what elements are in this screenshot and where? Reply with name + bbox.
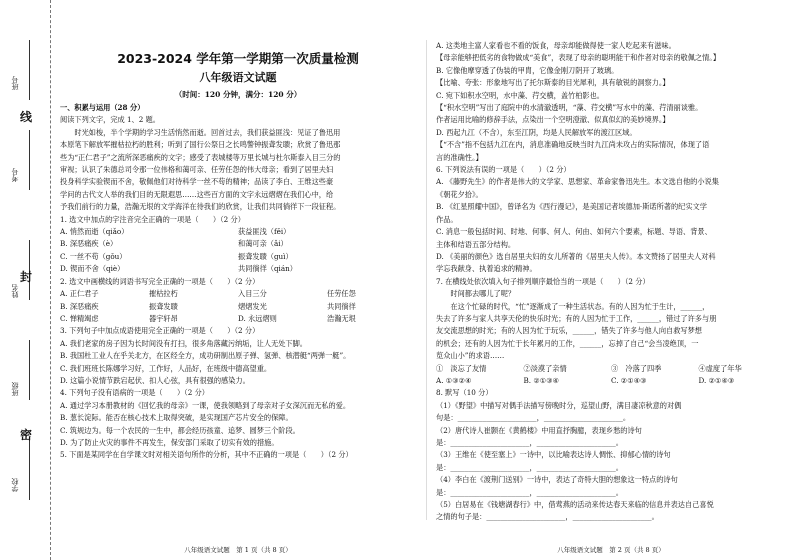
- option-row: [60, 288, 416, 300]
- column-divider: [426, 40, 427, 520]
- option: 获益匪浅（fěi）: [238, 227, 291, 237]
- option: ① 淡忘了友情: [436, 363, 487, 373]
- option: 和蔼可亲（ǎi）: [238, 239, 288, 249]
- name-underline: [29, 440, 30, 500]
- name-underline: [29, 40, 30, 100]
- option: 学忘我献身、执着追求的精神。: [436, 264, 537, 274]
- option: C. 筑规边为。每一个农民的一生中，都会经历孩童、追梦、圆梦三个阶段。: [60, 425, 300, 435]
- section-heading: 一、积累与运用（28 分）: [60, 103, 145, 112]
- question-1: 1. 选文中加点的字注音完全正确的一项是（ ）（2 分）: [60, 214, 245, 224]
- option-row: [60, 313, 416, 325]
- option: D. 这篇小说情节跌宕起伏、扣人心弦，具有很强的感染力。: [60, 375, 250, 385]
- option: C. 惮精竭虑: [60, 313, 99, 323]
- option: A. 正仁君子: [60, 289, 99, 299]
- analysis: 【比喻、夸张：形象地写出了托尔斯泰的目光犀利，具有敏锐的洞察力。】: [436, 78, 670, 88]
- option-row: [60, 301, 416, 313]
- fill-in-line: （3）王维在《使至塞上》一诗中，以比喻表达诗人惆怅、抑郁心情的诗句: [436, 450, 671, 460]
- option: 浩瀚无垠: [327, 313, 356, 323]
- fill-in-line[interactable]: 句是：______________________，______________________。: [436, 413, 631, 423]
- option: 器宇轩昂: [149, 313, 178, 323]
- fill-in-line: （1）《野望》中描写对偶手法描写傍晚时分，巡望山野，满目凄凉秋意的对偶: [436, 400, 682, 410]
- question-7-lead: 时间都去哪儿了呢？: [450, 289, 516, 299]
- exam-number-label: 考号: [11, 168, 19, 182]
- option: B. 深恶痛疾: [60, 301, 99, 311]
- name-underline: [29, 340, 30, 400]
- option: ④虚度了年华: [698, 363, 742, 373]
- option: 振聋发聩: [149, 301, 178, 311]
- option-row: [60, 238, 416, 250]
- option: ③ 冷落了四季: [611, 363, 662, 373]
- option: B. 深恶痛疾（è）: [60, 239, 118, 249]
- name-underline: [29, 130, 30, 190]
- option: 《朝花夕拾》。: [436, 189, 483, 199]
- fill-in-line: （2）唐代诗人崔颢在《黄鹤楼》中用直抒胸臆，表现乡愁的诗句: [436, 425, 642, 435]
- option: 共同徜徉（qián）: [238, 264, 297, 274]
- option: 摧枯拉朽: [149, 289, 178, 299]
- analysis: 言的准确性。】: [436, 152, 483, 162]
- exam-title: 2023-2024 学年第一学期第一次质量检测: [117, 51, 359, 66]
- question-4: 4. 下列句子没有语病的一项是（ ）（2 分）: [60, 388, 209, 398]
- seal-mi: 密: [20, 428, 33, 442]
- seat-number-label: 班号: [11, 76, 19, 90]
- class-label: 班级: [11, 382, 19, 396]
- binding-margin: [0, 0, 51, 560]
- passage-line: 失去了许多与家人共享天伦的快乐时光；有的人因为忙于工作，______，错过了许多与朋: [436, 313, 717, 323]
- passage-line: 学问的古代文人举的我们目的无限遐思……这些百方面的文字永远熠熠在我们心中，给: [60, 189, 334, 199]
- option: B. 它像他摩穿透了伪装的甲胄，它像金刚刀阴开了玻璃。: [436, 65, 619, 75]
- option: 振聋发聩（guì）: [238, 251, 293, 261]
- question-7: 7. 在横线处依次填入句子排列顺序最恰当的一项是（ ）（2 分）: [436, 276, 650, 286]
- question-8: 8. 默写（10 分）: [436, 388, 493, 398]
- instruction: 阅读下列文字，完成 1、2 题。: [60, 115, 160, 125]
- question-3: 3. 下列句子中加点成语使用完全正确的一项是（ ）（2 分）: [60, 326, 260, 336]
- passage-line: 投身科学实验锲而不舍，敬佩他们对待科学一丝不苟的精神；品读了李白、王维这些豪: [60, 177, 334, 187]
- right-column: [436, 40, 786, 524]
- option-row: [60, 263, 416, 275]
- option-row: [436, 375, 786, 387]
- school-label: 学校: [11, 478, 19, 492]
- option: D. 锲而不舍（qiè）: [60, 264, 125, 274]
- option: A. 通过学习本册教材的《回忆我的母亲》一课，使我领略到了母亲对子女深沉而无私的爱。: [60, 400, 351, 410]
- option: A. ①③②④: [436, 375, 472, 385]
- option: A. 这类地主富人家看也不看的饭食，母亲却能做得使一家人吃起来有滋味。: [436, 41, 676, 50]
- fill-in-line: （5）白居易在《钱塘湖春行》中，借莺燕的活动来传达春天来临的信息并表达自己喜悦: [436, 500, 714, 510]
- option: D. ②①④③: [698, 375, 735, 385]
- analysis: 【母亲能够把低劣的食物做成“美食”，表现了母亲的聪明能干和作者对母亲的敬佩之情。】: [436, 53, 721, 63]
- option: B. ②①③④: [523, 375, 560, 385]
- option-row: [60, 226, 416, 238]
- seal-xian: 线: [20, 110, 33, 124]
- passage-line: 予我们前行的力量，浩瀚无垠的文学海洋在待我们的欣赏，让我们共同徜徉下一段征程。: [60, 202, 341, 212]
- passage-line: 览众山小”的求语……: [436, 351, 505, 361]
- option-row: [60, 251, 416, 263]
- option: D. 为了防止火灾的事件不再发生，保安部门采取了切实有效的措施。: [60, 437, 279, 447]
- option: B. 葱长淀际。能否在核心技术上取得突破，是实现国产芯片安全的保障。: [60, 413, 293, 423]
- seal-feng: 封: [20, 270, 33, 284]
- option: 任劳任怨: [327, 289, 356, 299]
- page-footer: 八年级语文试题 第 1 页（共 8 页）: [184, 546, 292, 554]
- option: C. 消息一般包括时间、时地、何事、何人、何由、如何六个要素，标题、导语、背景、: [436, 227, 712, 237]
- option: C. 我们班班长陈娜学习好，工作好，人品好，在班级中德高望重。: [60, 363, 272, 373]
- left-column: [60, 12, 416, 462]
- exam-info: （时间：120 分钟，满分：120 分）: [174, 90, 302, 99]
- option: D. 西起九江（不含），东至江阴，均是人民解放军的渡江区域。: [436, 127, 637, 137]
- option: A. 我们老家的房子因为长时间没有打扫，很多角落藏污纳垢，让人无处下脚。: [60, 338, 307, 348]
- option: B. 《红星照耀中国》，曾译名为《西行漫记》，是美国记者埃德加·斯诺所著的纪实文学: [436, 202, 707, 212]
- page-footer: 八年级语文试题 第 2 页（共 8 页）: [557, 546, 665, 554]
- question-5: 5. 下面是某同学在自学课文时对相关语句所作的分析，其中不正确的一项是（ ）（2 分）: [60, 450, 353, 460]
- name-label: 姓名: [11, 284, 19, 298]
- fill-in-line[interactable]: 是：______________________，______________________。: [436, 462, 623, 472]
- option: 主体和结语五部分结构。: [436, 239, 516, 249]
- fill-in-line[interactable]: 是：______________________，______________________。: [436, 487, 623, 497]
- option-row: [436, 363, 786, 375]
- passage-line: 友交流思想的时光；有的人因为忙于玩乐，______，错失了许多与他人向自救写梦想: [436, 326, 702, 336]
- option: D. 《美丽的颜色》选自居里夫妇的女儿所著的《居里夫人传》。本文赞扬了居里夫人对科: [436, 251, 716, 261]
- option: A. 《藤野先生》的作者是伟大的文学家、思想家、革命家鲁迅先生。本文选自他的小说集: [436, 177, 719, 187]
- passage-line: 些为“正仁君子”之流所深恶痛疾的文字；感受了表城楼等万里长城与杜尔斯泰入目三分的: [60, 152, 341, 162]
- question-2: 2. 选文中画横线的词语书写完全正确的一项是（ ）（2 分）: [60, 276, 260, 286]
- option: B. 我国杜工业人在乎关北方，在区经全方，成功研制出原子弹、氢弹、核潜艇“两弹一艇”。: [60, 351, 351, 361]
- fill-in-line[interactable]: 是：______________________，______________________。: [436, 438, 623, 447]
- analysis: 【“不含”指不包括九江在内，消息准确地反映当时九江尚未攻占的实际情况，体现了语: [436, 140, 710, 150]
- analysis: 作者运用比喻的修辞手法，点染出一个空明澄澈、似真似幻的美妙境界。】: [436, 115, 670, 125]
- question-6: 6. 下列说法有误的一项是（ ）（2 分）: [436, 165, 571, 175]
- option: ②淡漠了亲情: [523, 363, 567, 373]
- option: 入目三分: [238, 289, 267, 299]
- option: D. 永远熠则: [238, 313, 277, 323]
- analysis: 【“积水空明”写出了庭院中的水清澈透明，“藻、荇交横”写水中的藻、荇清丽谈雅。: [436, 103, 703, 113]
- option: C. 一丝不苟（gǒu）: [60, 251, 127, 261]
- fill-in-line: （4）李白在《渡荆门送别》一诗中，表达了奇特大胆的想象这一特点的诗句: [436, 475, 678, 485]
- passage-line: 时光如梭，半个学期的学习生活悄然而逝。回首过去，我们获益匪浅：见证了鲁迅用: [74, 127, 341, 137]
- option: C. 宛下如积水空明，水中藻、荇交横，盖竹柏影也。: [436, 90, 604, 100]
- fill-in-line[interactable]: 之情的句子是：______________________，______________________。: [436, 512, 659, 522]
- option: 熠熠发光: [238, 301, 267, 311]
- passage-line: 的机会；还有的人因为忙于长年累月的工作，______，忘掉了自己“会当凌绝顶，一: [436, 338, 699, 348]
- passage-line: 审视；认识了朱德总司令那一位伟格和蔼可亲、任劳任怨的伟大母亲；看到了居里夫妇: [60, 165, 334, 175]
- passage-line: 本原笔下解放军摧枯拉朽的胜利；听到了国行公祭日之长鸣警钟振聋发聩；欣赏了鲁迅那: [60, 140, 341, 150]
- option: 作品。: [436, 214, 458, 224]
- exam-subtitle: 八年级语文试题: [199, 71, 277, 84]
- option: A. 悄然而逝（qiǎo）: [60, 227, 129, 237]
- option: 共同徜徉: [327, 301, 356, 311]
- option: C. ②①④③: [611, 375, 647, 385]
- passage-line: 在这个忙碌的时代，“忙”逐渐成了一种生活状态。有的人因为忙于生计，______，: [450, 301, 710, 311]
